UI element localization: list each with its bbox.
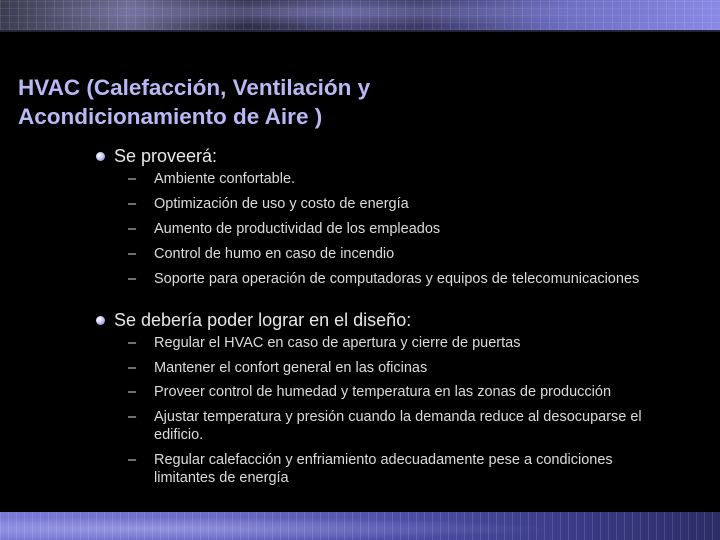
section-heading: Se debería poder lograr en el diseño: [114, 310, 412, 330]
list-item-text: Soporte para operación de computadoras y equipos de telecomunicaciones [154, 271, 640, 287]
list-item-text: Ajustar temperatura y presión cuando la demanda reduce al desocuparse el edificio. [154, 409, 642, 443]
slide-title [18, 73, 698, 131]
slide-title-line-2: Acondicionamiento de Aire ) [18, 104, 323, 129]
dash-icon: – [128, 221, 137, 237]
section-heading: Se proveerá: [114, 146, 218, 166]
dash-icon: – [128, 196, 137, 212]
bullet-icon [96, 316, 105, 325]
header-decorative-band [0, 0, 720, 30]
dash-icon: – [128, 246, 137, 262]
dash-icon: – [128, 409, 137, 425]
dash-icon: – [128, 384, 137, 400]
list-item-text: Aumento de productividad de los empleados [154, 221, 441, 237]
dash-icon: – [128, 452, 137, 468]
header-divider [0, 30, 720, 32]
dash-icon: – [128, 360, 137, 376]
dash-icon: – [128, 171, 137, 187]
list-item-text: Proveer control de humedad y temperatura en las zonas de producción [154, 384, 612, 400]
list-item-text: Optimización de uso y costo de energía [154, 196, 409, 212]
list-item-text: Regular calefacción y enfriamiento adecuadamente pese a condiciones limitantes de energía [154, 452, 613, 486]
list-item-text: Ambiente confortable. [154, 171, 296, 187]
dash-icon: – [128, 271, 137, 287]
dash-icon: – [128, 335, 137, 351]
bullet-icon [96, 152, 105, 161]
list-item-text: Mantener el confort general en las oficinas [154, 360, 428, 376]
list-item-text: Control de humo en caso de incendio [154, 246, 395, 262]
footer-decorative-band [0, 512, 720, 540]
slide-title-line-1: HVAC (Calefacción, Ventilación y [18, 75, 371, 100]
list-item-text: Regular el HVAC en caso de apertura y cierre de puertas [154, 335, 521, 351]
